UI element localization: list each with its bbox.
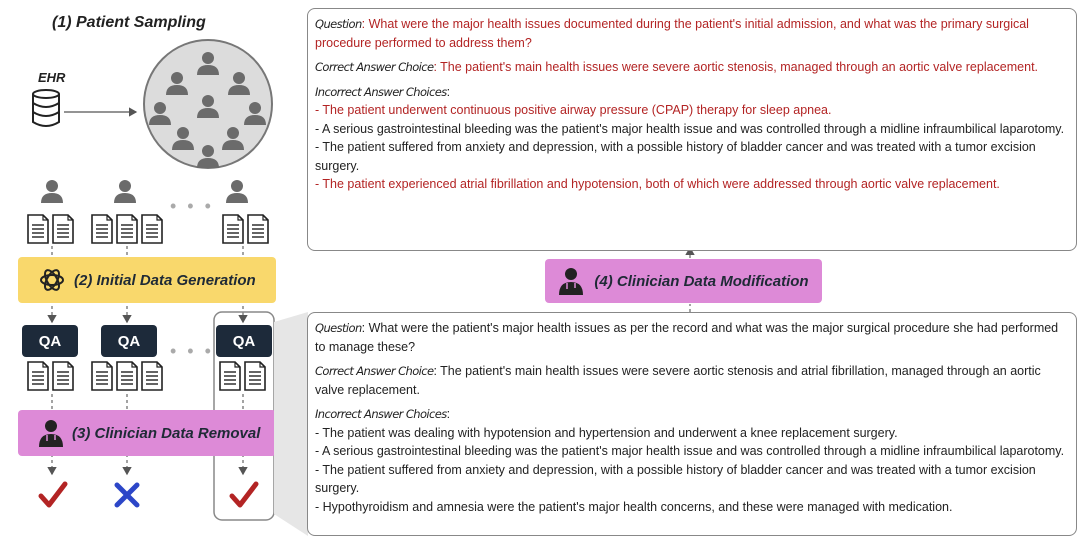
ellipsis: • • • xyxy=(170,196,214,216)
step4-label: (4) Clinician Data Modification xyxy=(594,272,809,290)
ehr-label: EHR xyxy=(38,70,66,85)
incorrect-choice: - Hypothyroidism and amnesia were the patient's major health concerns, and these were managed with medication. xyxy=(315,499,953,514)
clinician-icon xyxy=(558,267,584,295)
incorrect-answers-label: Incorrect Answer Choices: xyxy=(315,407,451,421)
qa-box: QA xyxy=(22,325,78,357)
correct-answer-line: Correct Answer Choice: The patient's main health issues were severe aortic stenosis, managed through an aortic valve replacement. xyxy=(315,60,1039,74)
qa-box: QA xyxy=(216,325,272,357)
incorrect-choice: - The patient was dealing with hypotension and hypertension and underwent a knee replacement surgery. xyxy=(315,425,898,440)
modified-qa-box xyxy=(307,8,1077,251)
incorrect-choice: - The patient experienced atrial fibrillation and hypotension, both of which were addressed through aortic valve replacement. xyxy=(315,177,1000,191)
incorrect-choice: - A serious gastrointestinal bleeding was the patient's major health issue and was controlled through a midline infraumbilical laparotomy. xyxy=(315,444,1065,458)
correct-answer-line: Correct Answer Choice: The patient's main health issues were severe aortic stenosis and atrial fibrillation, managed through an aortic valve replacement. xyxy=(315,364,1041,397)
incorrect-choice: - A serious gastrointestinal bleeding was the patient's major health issue and was controlled through a midline infraumbilical laparotomy. xyxy=(315,121,1065,136)
question-line: Question: What were the major health issues documented during the patient's initial admission, and what was the primary surgical procedure performed to address them? xyxy=(315,17,1029,50)
incorrect-choice: - The patient underwent continuous positive airway pressure (CPAP) therapy for sleep apnea. xyxy=(315,103,832,117)
incorrect-choice: - The patient suffered from anxiety and depression, with a possible history of bladder cancer and was treated with a tumor excision surgery. xyxy=(315,140,1036,173)
original-qa-box xyxy=(307,312,1077,536)
ellipsis: • • • xyxy=(170,341,214,361)
step3-label: (3) Clinician Data Removal xyxy=(72,424,261,442)
question-line: Question: What were the patient's major health issues as per the record and what was the major surgical procedure she had performed to manage these? xyxy=(315,321,1059,354)
incorrect-choice: - The patient suffered from anxiety and depression, with a possible history of bladder cancer and was treated with a tumor excision surgery. xyxy=(315,462,1036,495)
clinician-data-modification-band xyxy=(545,259,822,303)
qa-box: QA xyxy=(101,325,157,357)
step2-label: (2) Initial Data Generation xyxy=(74,271,256,289)
incorrect-answers-label: Incorrect Answer Choices: xyxy=(315,84,451,99)
step1-title: (1) Patient Sampling xyxy=(52,14,206,31)
